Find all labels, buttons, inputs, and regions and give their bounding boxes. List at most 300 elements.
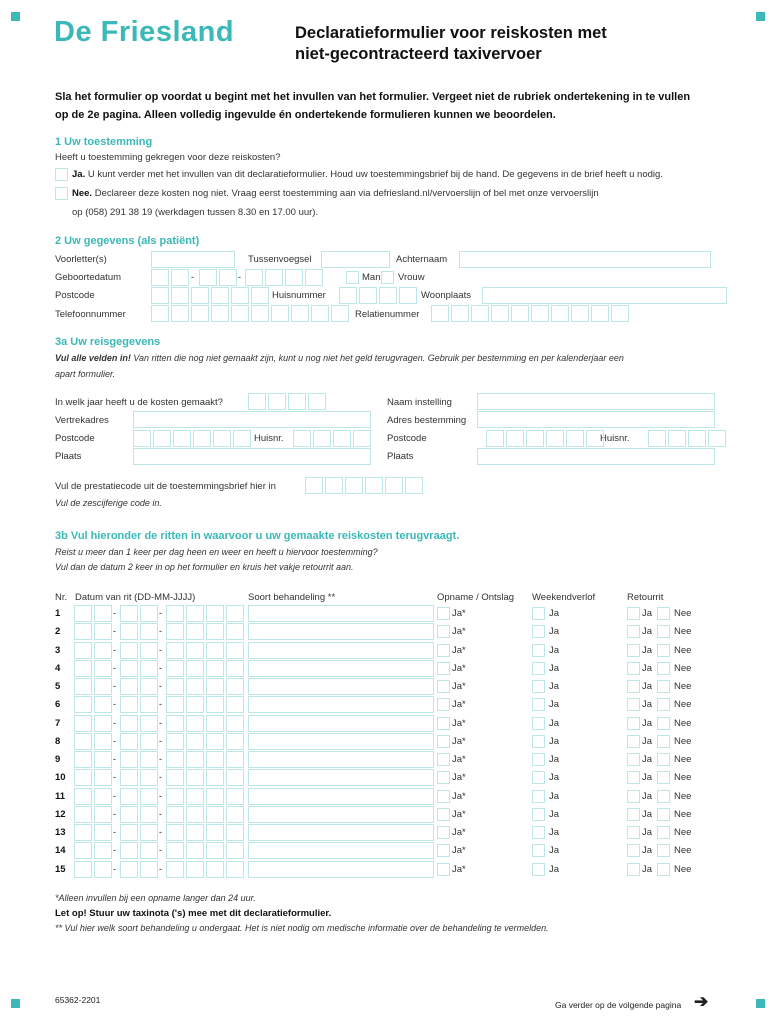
ride-year-cell[interactable] [186,751,204,768]
ride-year-cell[interactable] [166,788,184,805]
soort-behandeling-input[interactable] [248,696,434,713]
retour-ja-checkbox[interactable] [627,808,640,821]
retour-ja-checkbox[interactable] [627,863,640,876]
jaar-cell[interactable] [288,393,306,410]
soort-behandeling-input[interactable] [248,751,434,768]
ride-year-cell[interactable] [206,824,224,841]
opname-checkbox[interactable] [437,753,450,766]
ride-day-cell[interactable] [94,642,112,659]
birth-month-cell[interactable] [219,269,237,286]
label-ja: Ja [642,699,653,710]
soort-behandeling-input[interactable] [248,861,434,878]
soort-behandeling-input[interactable] [248,642,434,659]
ride-year-cell[interactable] [206,861,224,878]
ride-day-cell[interactable] [74,788,92,805]
opname-checkbox[interactable] [437,771,450,784]
weekend-checkbox[interactable] [532,625,545,638]
nee-option-text [72,188,599,199]
ride-year-cell[interactable] [186,769,204,786]
adres-bestemming-input[interactable] [477,411,715,428]
prestatiecode-cell[interactable] [405,477,423,494]
ride-year-cell[interactable] [166,733,184,750]
ride-day-cell[interactable] [74,861,92,878]
huisnummer-cell[interactable] [379,287,397,304]
huisnummer-cell[interactable] [339,287,357,304]
ride-day-cell[interactable] [74,769,92,786]
ride-month-cell[interactable] [140,751,158,768]
opname-checkbox[interactable] [437,735,450,748]
achternaam-input[interactable] [459,251,711,268]
huisnummer-cell[interactable] [359,287,377,304]
opname-checkbox[interactable] [437,844,450,857]
ride-day-cell[interactable] [94,696,112,713]
date-separator: - [113,827,116,837]
date-separator: - [159,663,162,673]
ride-year-cell[interactable] [166,842,184,859]
birth-year-cell[interactable] [265,269,283,286]
vertrek-postcode-cell[interactable] [133,430,151,447]
relatienummer-cell[interactable] [551,305,569,322]
ride-year-cell[interactable] [166,824,184,841]
woonplaats-input[interactable] [482,287,727,304]
weekend-checkbox[interactable] [532,808,545,821]
ride-year-cell[interactable] [226,806,244,823]
vertrek-postcode-cell[interactable] [213,430,231,447]
ride-day-cell[interactable] [74,623,92,640]
retour-nee-checkbox[interactable] [657,790,670,803]
ride-year-cell[interactable] [226,642,244,659]
ride-year-cell[interactable] [226,824,244,841]
ride-year-cell[interactable] [186,861,204,878]
prestatiecode-cell[interactable] [345,477,363,494]
retour-nee-checkbox[interactable] [657,863,670,876]
telefoon-cell[interactable] [231,305,249,322]
ride-month-cell[interactable] [120,715,138,732]
ride-day-cell[interactable] [94,861,112,878]
ride-month-cell[interactable] [140,623,158,640]
soort-behandeling-input[interactable] [248,824,434,841]
ride-year-cell[interactable] [166,678,184,695]
telefoon-cell[interactable] [251,305,269,322]
ride-day-cell[interactable] [74,605,92,622]
ride-day-cell[interactable] [74,842,92,859]
weekend-checkbox[interactable] [532,753,545,766]
soort-behandeling-input[interactable] [248,660,434,677]
opname-checkbox[interactable] [437,808,450,821]
ride-month-cell[interactable] [120,751,138,768]
ride-year-cell[interactable] [206,751,224,768]
ride-year-cell[interactable] [206,696,224,713]
postcode-cell[interactable] [151,287,169,304]
ride-month-cell[interactable] [120,769,138,786]
ride-month-cell[interactable] [140,696,158,713]
prestatiecode-cell[interactable] [305,477,323,494]
ride-month-cell[interactable] [140,678,158,695]
ride-year-cell[interactable] [206,733,224,750]
bestemming-postcode-cell[interactable] [526,430,544,447]
vertrek-huisnr-cell[interactable] [333,430,351,447]
retour-ja-checkbox[interactable] [627,644,640,657]
weekend-checkbox[interactable] [532,644,545,657]
retour-nee-checkbox[interactable] [657,735,670,748]
relatienummer-cell[interactable] [511,305,529,322]
date-separator: - [159,772,162,782]
relatienummer-cell[interactable] [531,305,549,322]
weekend-checkbox[interactable] [532,826,545,839]
soort-behandeling-input[interactable] [248,769,434,786]
retour-nee-checkbox[interactable] [657,717,670,730]
prestatiecode-cell[interactable] [385,477,403,494]
weekend-checkbox[interactable] [532,735,545,748]
opname-checkbox[interactable] [437,662,450,675]
retour-nee-checkbox[interactable] [657,771,670,784]
telefoon-cell[interactable] [151,305,169,322]
opname-checkbox[interactable] [437,790,450,803]
ride-day-cell[interactable] [94,678,112,695]
ride-month-cell[interactable] [120,642,138,659]
bestemming-postcode-cell[interactable] [486,430,504,447]
row-number: 11 [55,791,66,802]
ride-year-cell[interactable] [166,751,184,768]
opname-checkbox[interactable] [437,698,450,711]
telefoon-cell[interactable] [291,305,309,322]
retour-nee-checkbox[interactable] [657,698,670,711]
next-page-text: Ga verder op de volgende pagina [555,1000,682,1010]
retour-nee-checkbox[interactable] [657,753,670,766]
ride-day-cell[interactable] [74,751,92,768]
retour-ja-checkbox[interactable] [627,662,640,675]
bestemming-postcode-cell[interactable] [506,430,524,447]
huisnummer-cell[interactable] [399,287,417,304]
ride-month-cell[interactable] [120,605,138,622]
relatienummer-cell[interactable] [431,305,449,322]
naam-instelling-input[interactable] [477,393,715,410]
label-nee: Nee [674,645,692,656]
telefoon-cell[interactable] [171,305,189,322]
date-separator: - [159,864,162,874]
ride-month-cell[interactable] [120,660,138,677]
telefoon-cell[interactable] [331,305,349,322]
retour-nee-checkbox[interactable] [657,826,670,839]
ride-month-cell[interactable] [120,806,138,823]
weekend-checkbox[interactable] [532,680,545,693]
postcode-cell[interactable] [171,287,189,304]
nee-checkbox[interactable] [55,187,68,200]
ride-year-cell[interactable] [186,788,204,805]
relatienummer-cell[interactable] [571,305,589,322]
ride-year-cell[interactable] [226,605,244,622]
ride-day-cell[interactable] [94,733,112,750]
retour-ja-checkbox[interactable] [627,826,640,839]
retour-nee-checkbox[interactable] [657,680,670,693]
opname-checkbox[interactable] [437,863,450,876]
ride-year-cell[interactable] [186,733,204,750]
ride-month-cell[interactable] [140,861,158,878]
prestatiecode-cell[interactable] [365,477,383,494]
relatienummer-cell[interactable] [451,305,469,322]
weekend-checkbox[interactable] [532,698,545,711]
row-number: 3 [55,645,61,656]
birth-year-cell[interactable] [245,269,263,286]
ride-year-cell[interactable] [166,623,184,640]
retour-ja-checkbox[interactable] [627,680,640,693]
bestemming-postcode-cell[interactable] [546,430,564,447]
title-line: niet-gecontracteerd taxivervoer [295,45,542,63]
ride-day-cell[interactable] [94,769,112,786]
ride-year-cell[interactable] [186,678,204,695]
ride-year-cell[interactable] [166,806,184,823]
weekend-checkbox[interactable] [532,662,545,675]
ride-year-cell[interactable] [226,678,244,695]
opname-checkbox[interactable] [437,680,450,693]
weekend-checkbox[interactable] [532,863,545,876]
ride-month-cell[interactable] [140,733,158,750]
weekend-checkbox[interactable] [532,790,545,803]
date-separator: - [159,809,162,819]
soort-behandeling-input[interactable] [248,733,434,750]
ride-month-cell[interactable] [120,733,138,750]
ride-year-cell[interactable] [186,696,204,713]
retour-ja-checkbox[interactable] [627,790,640,803]
postcode-cell[interactable] [211,287,229,304]
ride-day-cell[interactable] [94,660,112,677]
weekend-checkbox[interactable] [532,607,545,620]
relatienummer-cell[interactable] [491,305,509,322]
ride-year-cell[interactable] [186,806,204,823]
retour-ja-checkbox[interactable] [627,753,640,766]
prestatiecode-cell[interactable] [325,477,343,494]
retour-ja-checkbox[interactable] [627,717,640,730]
ride-year-cell[interactable] [226,788,244,805]
opname-checkbox[interactable] [437,717,450,730]
soort-behandeling-input[interactable] [248,788,434,805]
label-man: Man [362,272,381,283]
jaar-cell[interactable] [248,393,266,410]
vertrek-postcode-cell[interactable] [233,430,251,447]
ride-month-cell[interactable] [140,769,158,786]
ride-day-cell[interactable] [74,696,92,713]
ride-year-cell[interactable] [186,715,204,732]
ride-day-cell[interactable] [74,806,92,823]
ride-year-cell[interactable] [166,605,184,622]
ride-day-cell[interactable] [94,715,112,732]
ride-month-cell[interactable] [120,842,138,859]
postcode-cell[interactable] [251,287,269,304]
ride-year-cell[interactable] [226,769,244,786]
ride-month-cell[interactable] [140,660,158,677]
vertrek-huisnr-cell[interactable] [313,430,331,447]
ride-year-cell[interactable] [226,842,244,859]
vertrekadres-input[interactable] [133,411,371,428]
birth-day-cell[interactable] [171,269,189,286]
vertrek-huisnr-cell[interactable] [353,430,371,447]
ride-year-cell[interactable] [226,660,244,677]
soort-behandeling-input[interactable] [248,806,434,823]
bestemming-plaats-input[interactable] [477,448,715,465]
weekend-checkbox[interactable] [532,844,545,857]
ride-year-cell[interactable] [166,696,184,713]
label-ja: Ja [642,736,653,747]
telefoon-cell[interactable] [271,305,289,322]
retour-ja-checkbox[interactable] [627,844,640,857]
ride-day-cell[interactable] [74,715,92,732]
ride-day-cell[interactable] [74,678,92,695]
label-ja: Ja [549,663,560,674]
retour-ja-checkbox[interactable] [627,735,640,748]
relatienummer-cell[interactable] [471,305,489,322]
voorletters-input[interactable] [151,251,235,268]
ride-year-cell[interactable] [186,605,204,622]
ride-month-cell[interactable] [140,842,158,859]
ride-day-cell[interactable] [94,751,112,768]
ride-year-cell[interactable] [206,806,224,823]
retour-ja-checkbox[interactable] [627,607,640,620]
soort-behandeling-input[interactable] [248,678,434,695]
ride-year-cell[interactable] [186,660,204,677]
ride-year-cell[interactable] [206,678,224,695]
date-separator: - [113,681,116,691]
soort-behandeling-input[interactable] [248,605,434,622]
ride-year-cell[interactable] [206,842,224,859]
ride-year-cell[interactable] [186,623,204,640]
retour-nee-checkbox[interactable] [657,808,670,821]
ride-day-cell[interactable] [74,733,92,750]
telefoon-cell[interactable] [211,305,229,322]
ride-month-cell[interactable] [120,824,138,841]
retour-nee-checkbox[interactable] [657,662,670,675]
ride-day-cell[interactable] [74,660,92,677]
ride-month-cell[interactable] [140,642,158,659]
ride-day-cell[interactable] [94,623,112,640]
birth-year-cell[interactable] [285,269,303,286]
opname-checkbox[interactable] [437,826,450,839]
tussenvoegsel-input[interactable] [321,251,390,268]
telefoon-cell[interactable] [191,305,209,322]
ride-year-cell[interactable] [226,861,244,878]
ride-year-cell[interactable] [186,642,204,659]
ride-day-cell[interactable] [94,824,112,841]
label-ja-star: Ja* [452,864,466,875]
ride-day-cell[interactable] [74,824,92,841]
bestemming-postcode-cell[interactable] [566,430,584,447]
retour-nee-checkbox[interactable] [657,844,670,857]
relatienummer-cell[interactable] [611,305,629,322]
ride-day-cell[interactable] [94,842,112,859]
vertrek-huisnr-cell[interactable] [293,430,311,447]
ride-year-cell[interactable] [166,642,184,659]
opname-checkbox[interactable] [437,625,450,638]
vertrek-postcode-cell[interactable] [173,430,191,447]
ride-year-cell[interactable] [206,660,224,677]
label-nee: Nee [674,827,692,838]
retour-ja-checkbox[interactable] [627,625,640,638]
ride-month-cell[interactable] [120,788,138,805]
ride-year-cell[interactable] [166,660,184,677]
row-number: 14 [55,845,66,856]
ride-year-cell[interactable] [226,696,244,713]
ride-day-cell[interactable] [94,605,112,622]
ride-year-cell[interactable] [206,605,224,622]
birth-day-cell[interactable] [151,269,169,286]
ride-month-cell[interactable] [120,623,138,640]
ride-month-cell[interactable] [140,788,158,805]
relatienummer-cell[interactable] [591,305,609,322]
label-nee: Nee [674,772,692,783]
vrouw-checkbox[interactable] [381,271,394,284]
ride-year-cell[interactable] [166,861,184,878]
postcode-cell[interactable] [191,287,209,304]
note-text-2: apart formulier. [55,369,116,379]
weekend-checkbox[interactable] [532,771,545,784]
ride-year-cell[interactable] [206,623,224,640]
ride-year-cell[interactable] [186,824,204,841]
vertrek-plaats-input[interactable] [133,448,371,465]
ride-month-cell[interactable] [140,824,158,841]
jaar-cell[interactable] [308,393,326,410]
retour-nee-checkbox[interactable] [657,625,670,638]
retour-nee-checkbox[interactable] [657,607,670,620]
ride-month-cell[interactable] [140,715,158,732]
retour-nee-checkbox[interactable] [657,644,670,657]
ride-year-cell[interactable] [186,842,204,859]
ride-month-cell[interactable] [120,678,138,695]
ride-month-cell[interactable] [120,696,138,713]
ride-year-cell[interactable] [226,751,244,768]
ride-year-cell[interactable] [206,788,224,805]
bestemming-huisnr-cell[interactable] [688,430,706,447]
date-separator: - [113,809,116,819]
bestemming-huisnr-cell[interactable] [708,430,726,447]
ride-day-cell[interactable] [74,642,92,659]
ride-day-cell[interactable] [94,806,112,823]
bestemming-postcode-cell[interactable] [586,430,604,447]
opname-checkbox[interactable] [437,607,450,620]
birth-month-cell[interactable] [199,269,217,286]
soort-behandeling-input[interactable] [248,623,434,640]
retour-ja-checkbox[interactable] [627,771,640,784]
vertrek-postcode-cell[interactable] [153,430,171,447]
bestemming-huisnr-cell[interactable] [668,430,686,447]
soort-behandeling-input[interactable] [248,715,434,732]
ride-month-cell[interactable] [140,605,158,622]
ride-year-cell[interactable] [166,715,184,732]
birth-year-cell[interactable] [305,269,323,286]
ride-year-cell[interactable] [166,769,184,786]
ride-year-cell[interactable] [206,642,224,659]
telefoon-cell[interactable] [311,305,329,322]
postcode-cell[interactable] [231,287,249,304]
ride-year-cell[interactable] [226,715,244,732]
label-ja: Ja [642,864,653,875]
ride-year-cell[interactable] [226,733,244,750]
ride-year-cell[interactable] [206,769,224,786]
jaar-cell[interactable] [268,393,286,410]
label-nee: Nee [674,626,692,637]
ride-month-cell[interactable] [140,806,158,823]
bestemming-huisnr-cell[interactable] [648,430,666,447]
opname-checkbox[interactable] [437,644,450,657]
ride-day-cell[interactable] [94,788,112,805]
soort-behandeling-input[interactable] [248,842,434,859]
weekend-checkbox[interactable] [532,717,545,730]
man-checkbox[interactable] [346,271,359,284]
retour-ja-checkbox[interactable] [627,698,640,711]
vertrek-postcode-cell[interactable] [193,430,211,447]
ride-year-cell[interactable] [206,715,224,732]
ride-month-cell[interactable] [120,861,138,878]
ja-checkbox[interactable] [55,168,68,181]
ride-year-cell[interactable] [226,623,244,640]
